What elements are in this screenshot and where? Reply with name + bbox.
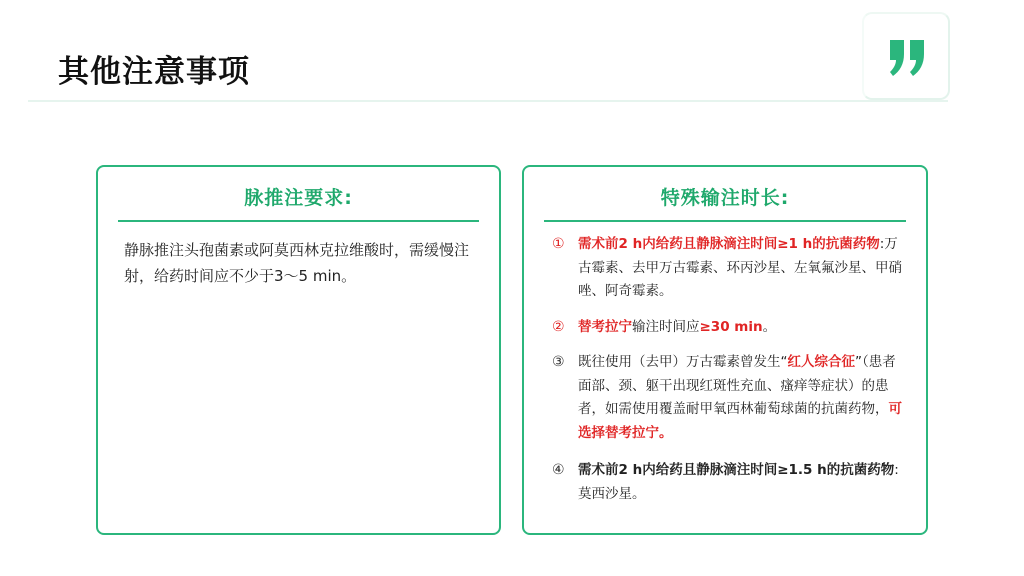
list-item	[552, 316, 906, 340]
page-title: 其他注意事项	[58, 54, 250, 90]
item-separator: :	[894, 462, 899, 478]
list-item	[552, 459, 906, 506]
item-number: ③	[552, 354, 565, 370]
item-lead: 替考拉宁	[578, 319, 632, 335]
quote-icon	[888, 40, 928, 76]
item-rest: 万古霉素、去甲万古霉素、环丙沙星、左氧氟沙星、甲硝唑、阿奇霉素。	[578, 236, 902, 299]
push-injection-card	[96, 165, 501, 535]
header-divider	[28, 100, 948, 102]
item-separator: :	[879, 236, 885, 252]
item-text	[578, 459, 906, 506]
item-post: ”（患者面部、颈、躯干出现红斑性充血、瘙痒等症状）的患者，如需使用覆盖耐甲氧西林葡萄球菌的抗菌药物，	[578, 354, 896, 417]
item-number: ④	[552, 462, 565, 478]
item-end: 。	[762, 319, 777, 335]
item-number: ②	[552, 319, 565, 335]
push-injection-title: 脉推注要求:	[244, 187, 353, 209]
item-strong: ≥30 min	[699, 319, 763, 335]
item-highlight: 红人综合征	[787, 354, 855, 370]
card-divider	[118, 220, 479, 222]
item-highlight: 可选择替考拉宁。	[578, 401, 902, 441]
list-item	[552, 233, 906, 304]
push-injection-text: 静脉推注头孢菌素或阿莫西林克拉维酸时，需缓慢注射，给药时间应不少于3～5 min。	[124, 241, 470, 285]
item-lead: 需术前2 h内给药且静脉滴注时间≥1 h的抗菌药物	[578, 236, 880, 252]
item-lead: 需术前2 h内给药且静脉滴注时间≥1.5 h的抗菌药物	[578, 462, 895, 478]
item-text	[578, 233, 906, 304]
item-text	[578, 351, 906, 445]
item-number: ①	[552, 236, 565, 252]
list-item	[552, 351, 906, 445]
item-rest: 莫西沙星。	[578, 485, 646, 502]
special-infusion-card	[522, 165, 928, 535]
item-text	[578, 316, 906, 340]
special-infusion-title: 特殊输注时长:	[660, 187, 790, 209]
item-mid: 输注时间应	[632, 319, 700, 335]
card-divider	[544, 220, 906, 222]
item-pre: 既往使用（去甲）万古霉素曾发生“	[578, 354, 788, 370]
